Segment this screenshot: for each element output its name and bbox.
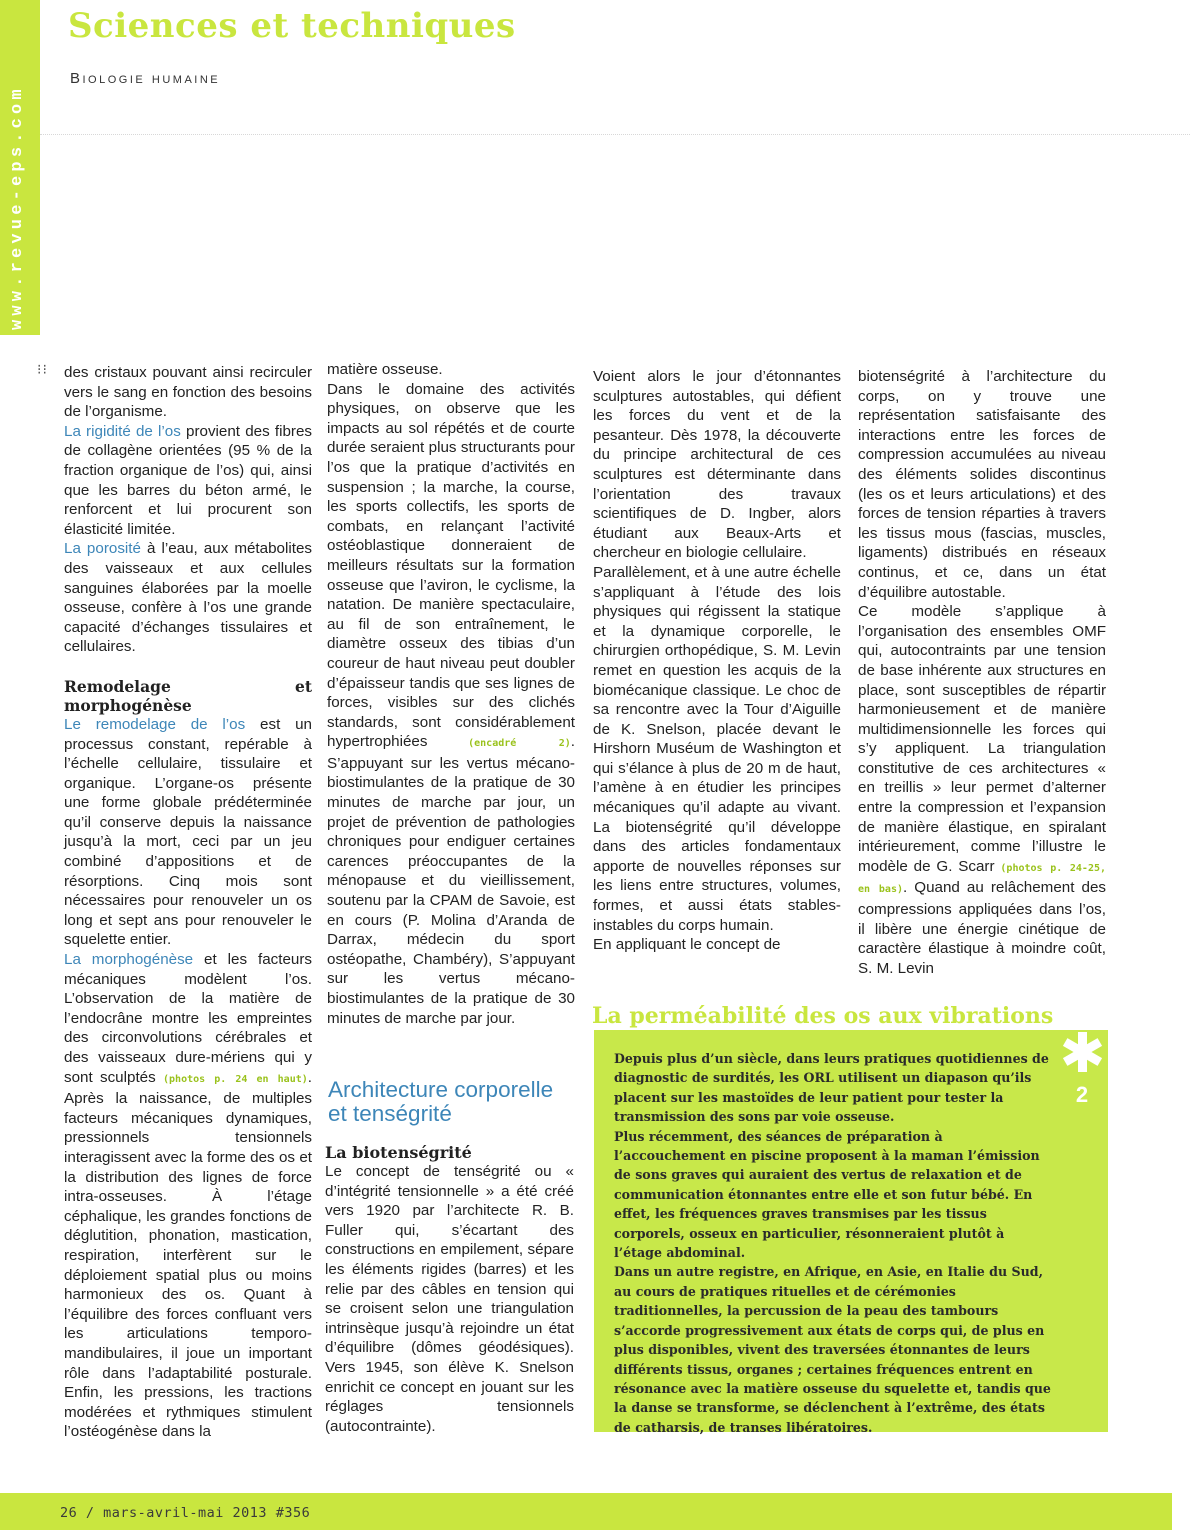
paragraph [327,380,575,1029]
paragraph [593,367,841,563]
keyword: La rigidité de l’os [64,422,181,440]
article-column-2-lower [325,1143,574,1436]
keyword: La porosité [64,540,141,558]
paragraph-text: provient des fibres de collagène orientées (95 % de la fraction organique de l’os) qui, ainsi que les barres du béton armé, le renforcent et lui procurent son élasticité limitée. [64,422,312,538]
paragraph [858,367,1106,602]
paragraph-text: Voient alors le jour d’étonnantes sculptures autostables, qui défient les forces du vent et de la pesanteur. Dès 1978, la découverte du principe architectural de ces sculptures est déterminante dans l’orientation des travaux scientifiques de D. Ingber, alors étudiant aux Beaux-Arts et chercheur en biologie cellulaire. [593,368,841,562]
photo-reference: (photos p. 24 en haut) [163,1073,308,1085]
subheading: Remodelage et morphogénèse [64,676,312,715]
paragraph-text: . Quand au relâchement des compressions appliquées dans l’os, il libère une énergie cinétique de caractère élastique à moindre coût, S. M. Levin [858,879,1106,977]
paragraph [64,363,312,422]
paragraph-text: matière osseuse. [327,361,443,378]
paragraph-text: est un processus constant, repérable à l’échelle cellulaire, tissulaire et organique. L’organe-os présente une forme globale prédéterminée qu’il conserve depuis la naissance jusqu’à la mort, ceci par un jeu combiné d’appositions et de résorptions. Cinq mois sont nécessaires pour renouveler un os long et sept ans pour renouveler le squelette entier. [64,715,312,949]
article-column-1 [64,363,312,1442]
paragraph-text: biotenségrité à l’architecture du corps, on y trouve une représentation satisfaisante des interactions entre les forces de compression accumulées au niveau des éléments solides discontinus (les os et leurs articulations) et des forces de tension réparties à travers les tissus mous (fascias, muscles, ligaments) distribués en réseaux continus, et ce, dans un état d’équilibre autostable. [858,368,1106,601]
box-title: La perméabilité des os aux vibrations [592,1003,1054,1029]
paragraph [64,422,312,540]
header-divider [40,134,1190,135]
continuation-icon: ⁝⁝ [37,361,48,377]
photo-reference: (photos p. 24-25, en bas) [858,862,1106,896]
box-text [614,1049,1054,1437]
paragraph-text: . S’appuyant sur les vertus mécano-biostimulantes de la pratique de 30 minutes de marche par jour, un projet de prévention de pathologies chroniques pour endiguer certaines carences préoccupantes de la ménopause et du vieillissement, soutenu par la CPAM de Savoie, est en cours (P. Molina d’Aranda de Darrax, médecin du sport ostéopathe, Chambéry), S’appuyant sur les vertus mécano-biostimulantes de la pratique de 30 minutes de marche par jour. [327,733,575,1027]
paragraph-text: Le concept de tenségrité ou « d’intégrité tensionnelle » a été créé vers 1920 par l’architecte R. B. Fuller qui, s’écartant des constructions en empilement, sépare les éléments rigides (barres) et les relie par des câbles en tension qui se croisent selon une triangulation intrinsèque jusqu’à rejoindre un état d’équilibre (dômes géodésiques). Vers 1945, son élève K. Snelson enrichit ce concept en jouant sur les réglages tensionnels (autocontrainte). [325,1163,574,1435]
paragraph-text: Parallèlement, et à une autre échelle s’appliquant à l’étude des lois physiques qui régissent la statique et la dynamique corporelle, le chirurgien orthopédique, S. M. Levin remet en question les acquis de la biomécanique classique. Le choc de sa rencontre avec la Tour d’Aiguille de K. Snelson, placée devant le Hirshorn Muséum de Washington et qui s’élance à plus de 20 m de haut, l’amène à en étudier les principes mécaniques qu’il adapte au vivant. La biotenségrité qu’il développe dans des articles fondamentaux apporte de nouvelles réponses sur les liens entre structures, volumes, formes, et aussi états stables-instables du corps humain. [593,563,841,934]
asterisk-badge-icon [1058,1030,1106,1110]
keyword: Le remodelage de l’os [64,715,246,733]
paragraph-text: et les facteurs mécaniques modèlent l’os. L’observation de la matière de l’endocrâne montre les empreintes des circonvolutions cérébrales et des vaisseaux dure-mériens qui y sont sculptés [64,951,313,1086]
page-footer: 26 / mars-avril-mai 2013 #356 [60,1505,311,1521]
article-column-2 [327,360,575,1028]
paragraph [64,715,312,950]
sidebar-band [0,0,40,335]
box-number: 2 [1075,1082,1089,1107]
article-column-3 [593,367,841,955]
paragraph [858,602,1106,978]
box-paragraph: Plus récemment, des séances de préparation à l’accouchement en piscine proposent à la maman l’émission de sons graves qui auraient des vertus de relaxation et de communication étonnantes entre elle et son futur bébé. En effet, les fréquences graves transmises par les tissus corporels, osseux en particulier, résonneraient plutôt à l’étage abdominal. [614,1128,1040,1261]
paragraph [64,950,312,1442]
paragraph-text: Ce modèle s’applique à l’organisation des ensembles OMF qui, autocontraints par une tension de base inhérente aux structures en place, sont susceptibles de répartir harmonieusement et de manière multidimensionnelle les forces qui s’y appliquent. La triangulation constitutive de ces architectures « en treillis » leur permet d’alterner entre la compression et l’expansion de manière élastique, en spiralant intérieurement, comme l’illustre le modèle de G. Scarr [858,603,1106,875]
section-heading: Architecture corporelle et tenségrité [328,1077,554,1126]
article-column-4 [858,367,1106,978]
paragraph [64,539,312,657]
website-url: www.revue-eps.com [8,85,27,330]
paragraph [327,360,575,380]
box-reference: (encadré 2) [468,738,571,750]
paragraph-text: Dans le domaine des activités physiques, on observe que les impacts au sol répétés et de courte durée seraient plus structurants pour l’os que la pratique d’activités en suspension ; la marche, la course, les sports collectifs, les sports de combats, en relançant l’activité ostéoblastique donneraient de meilleurs résultats sur la formation osseuse que l’aviron, le cyclisme, la natation. De manière spectaculaire, au fil de son entraînement, le diamètre osseux des tibias d’un coureur de haut niveau peut doubler d’épaisseur tandis que ses lignes de forces, visibles sur des clichés standards, sont considérablement hypertrophiées [327,380,575,751]
paragraph-text: des cristaux pouvant ainsi recirculer vers le sang en fonction des besoins de l’organisme. [64,364,312,421]
paragraph-text: . Après la naissance, de multiples facteurs mécaniques dynamiques, pressionnels tensionnels interagissent avec la forme des os et la distribution des lignes de force intra-osseuses. À l’étage céphalique, les grandes fonctions de déglutition, phonation, mastication, respiration, interfèrent sur le déploiement spatial plus ou moins harmonieux des os. Quant à l’équilibre des forces confluant vers les articulations temporo-mandibulaires, il joue un important rôle dans l’adaptabilité posturale. Enfin, les pressions, les tractions modérées et rythmiques stimulent l’ostéogénèse dans la [64,1068,312,1441]
paragraph [593,935,841,955]
subheading: La biotenségrité [325,1143,472,1162]
keyword: La morphogénèse [64,951,194,969]
paragraph [593,563,841,935]
paragraph-text: En appliquant le concept de [593,936,781,954]
box-paragraph: Dans un autre registre, en Afrique, en Asie, en Italie du Sud, au cours de pratiques rituelles et de cérémonies traditionnelles, la percussion de la peau des tambours s’accorde progressivement aux états de corps qui, de plus en plus disponibles, vivent des traversées étonnantes de leurs différents tissus, organes ; certaines fréquences entrent en résonance avec la matière osseuse du squelette et, tandis que la danse se transforme, se déclenchent à l’extrême, des états de catharsis, de transes libératoires. [614,1264,1051,1435]
box-paragraph: Depuis plus d’un siècle, dans leurs pratiques quotidiennes de diagnostic de surdités, les ORL utilisent un diapason qu’ils placent sur les mastoïdes de leur patient pour tester la transmission des sons par voie osseuse. [614,1051,1049,1125]
section-title: Sciences et techniques [68,6,516,46]
rubric: Biologie humaine [70,70,221,87]
paragraph-text: à l’eau, aux métabolites des vaisseaux et aux cellules sanguines élaborées par la moelle osseuse, confère à l’os une grande capacité d’échanges tissulaires et cellulaires. [64,540,312,656]
paragraph [325,1162,574,1436]
